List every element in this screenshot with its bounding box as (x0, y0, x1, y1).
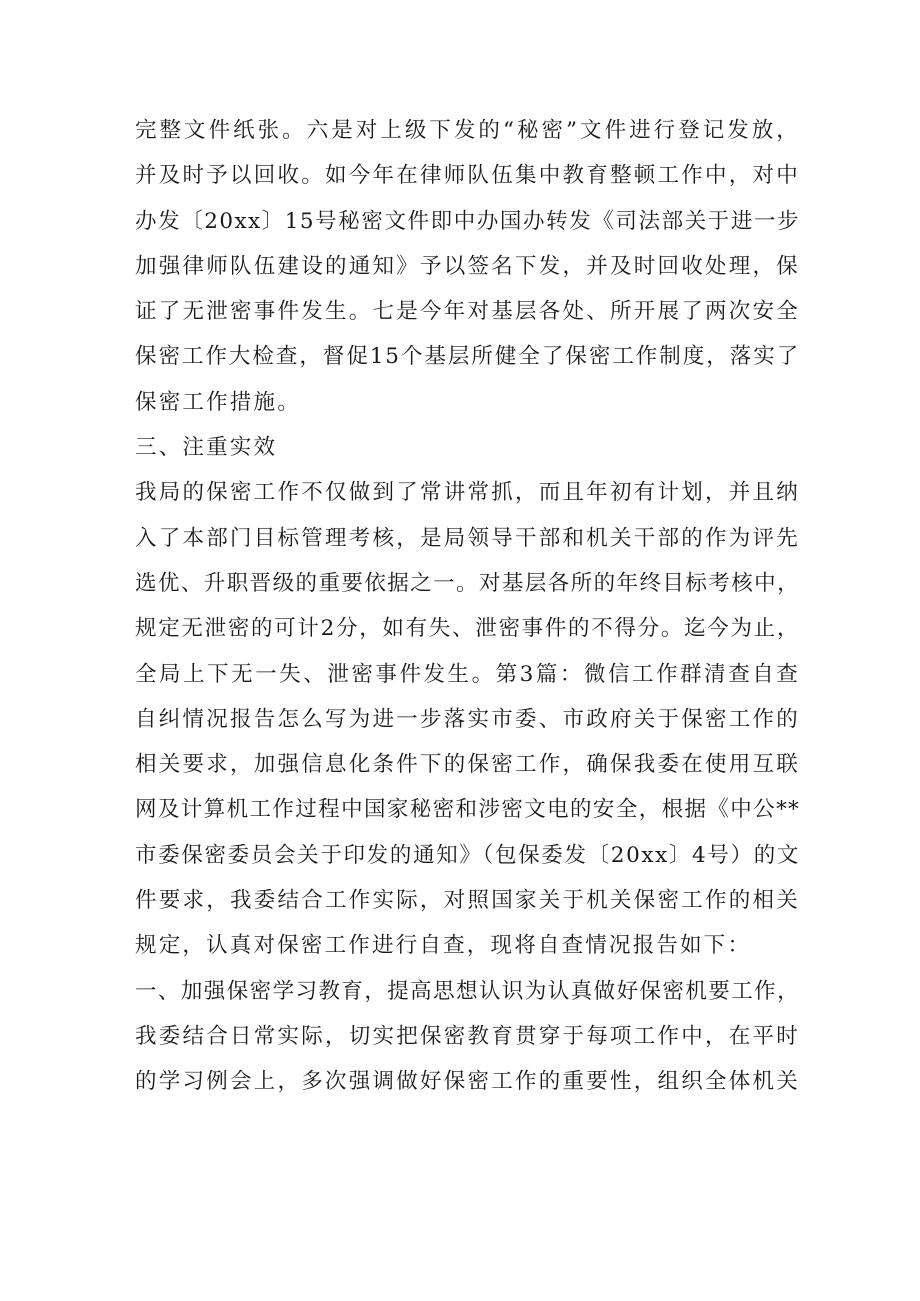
document-body (135, 108, 800, 1105)
text-line: 办发〔20xx〕15号秘密文件即中办国办转发《司法部关于进一步 (135, 208, 800, 234)
text-line: 的学习例会上，多次强调做好保密工作的重要性，组织全体机关 (135, 1069, 800, 1095)
text-line: 相关要求，加强信息化条件下的保密工作，确保我委在使用互联 (135, 752, 800, 778)
text-line: 保密工作措施。 (135, 389, 301, 415)
text-line: 网及计算机工作过程中国家秘密和涉密文电的安全，根据《中公** (135, 797, 800, 823)
text-line: 保密工作大检查，督促15个基层所健全了保密工作制度，落实了 (135, 344, 800, 370)
text-line: 入了本部门目标管理考核，是局领导干部和机关干部的作为评先 (135, 525, 800, 551)
text-line: 规定，认真对保密工作进行自查，现将自查情况报告如下： (135, 933, 752, 959)
text-line: 我委结合日常实际，切实把保密教育贯穿于每项工作中，在平时 (135, 1023, 800, 1049)
text-line: 市委保密委员会关于印发的通知》（包保委发〔20xx〕4号）的文 (135, 842, 800, 868)
section-heading: 三、注重实效 (135, 435, 278, 461)
text-line: 自纠情况报告怎么写为进一步落实市委、市政府关于保密工作的 (135, 706, 800, 732)
text-line: 我局的保密工作不仅做到了常讲常抓，而且年初有计划，并且纳 (135, 480, 800, 506)
text-line: 证了无泄密事件发生。七是今年对基层各处、所开展了两次安全 (135, 299, 800, 325)
text-line: 选优、升职晋级的重要依据之一。对基层各所的年终目标考核中， (135, 570, 800, 596)
text-line: 件要求，我委结合工作实际，对照国家关于机关保密工作的相关 (135, 888, 800, 914)
text-line: 一、加强保密学习教育，提高思想认识为认真做好保密机要工作， (135, 978, 800, 1004)
text-line: 全局上下无一失、泄密事件发生。第3篇：微信工作群清查自查 (135, 661, 800, 687)
text-line: 完整文件纸张。六是对上级下发的“秘密”文件进行登记发放， (135, 118, 800, 143)
text-line: 加强律师队伍建设的通知》予以签名下发，并及时回收处理，保 (135, 253, 800, 279)
text-line: 规定无泄密的可计2分，如有失、泄密事件的不得分。迄今为止， (135, 616, 800, 642)
text-line: 并及时予以回收。如今年在律师队伍集中教育整顿工作中，对中 (135, 163, 800, 189)
